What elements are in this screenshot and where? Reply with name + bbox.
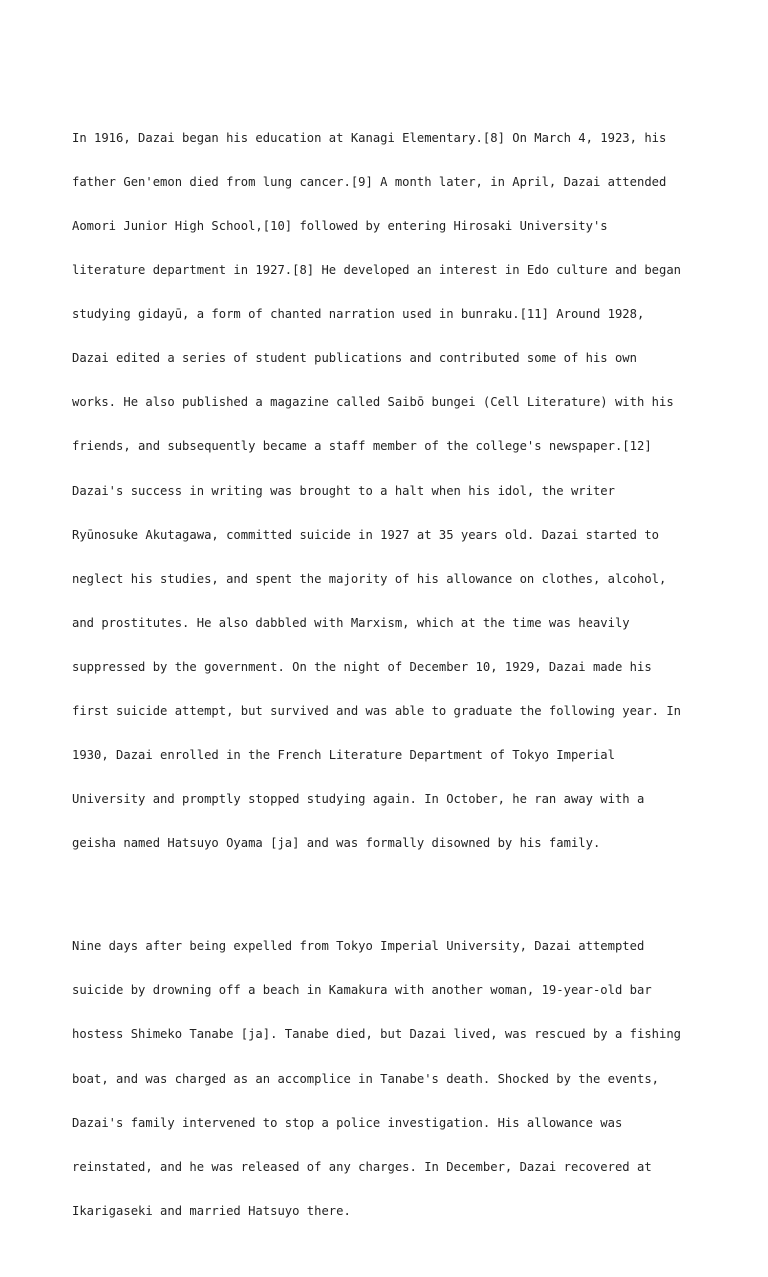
text-line: Dazai's family intervened to stop a police investigation. His allowance was — [72, 1115, 623, 1130]
text-line: studying gidayū, a form of chanted narration used in bunraku.[11] Around 1928, — [72, 307, 645, 322]
text-line: and prostitutes. He also dabbled with Marxism, which at the time was heavily — [72, 615, 630, 630]
text-line: literature department in 1927.[8] He developed an interest in Edo culture and began — [72, 263, 682, 278]
text-line: Dazai edited a series of student publications and contributed some of his own — [72, 351, 637, 366]
text-line: first suicide attempt, but survived and was able to graduate the following year. In — [72, 704, 682, 719]
text-line: works. He also published a magazine called Saibō bungei (Cell Literature) with his — [72, 395, 674, 410]
text-line: 1930, Dazai enrolled in the French Literature Department of Tokyo Imperial — [72, 748, 615, 763]
text-line: friends, and subsequently became a staff member of the college's newspaper.[12] — [72, 439, 652, 454]
text-line: father Gen'emon died from lung cancer.[9] A month later, in April, Dazai attended — [72, 174, 667, 189]
text-line: Ryūnosuke Akutagawa, committed suicide in 1927 at 35 years old. Dazai started to — [72, 527, 659, 542]
text-line: Dazai's success in writing was brought to a halt when his idol, the writer — [72, 483, 615, 498]
text-line: University and promptly stopped studying again. In October, he ran away with a — [72, 792, 645, 807]
text-line: Aomori Junior High School,[10] followed by entering Hirosaki University's — [72, 219, 608, 233]
text-line: geisha named Hatsuyo Oyama [ja] and was formally disowned by his family. — [72, 836, 601, 851]
text-line: Ikarigaseki and married Hatsuyo there. — [72, 1203, 351, 1218]
text-line: hostess Shimeko Tanabe [ja]. Tanabe died, but Dazai lived, was rescued by a fishing — [72, 1027, 682, 1042]
paragraph-2 — [72, 910, 702, 1248]
paragraph-1 — [72, 101, 702, 880]
text-line: Nine days after being expelled from Tokyo Imperial University, Dazai attempted — [72, 939, 645, 954]
document-body — [72, 72, 702, 1277]
text-line: suppressed by the government. On the night of December 10, 1929, Dazai made his — [72, 659, 652, 674]
text-line: boat, and was charged as an accomplice in Tanabe's death. Shocked by the events, — [72, 1071, 659, 1086]
text-line: In 1916, Dazai began his education at Kanagi Elementary.[8] On March 4, 1923, his — [72, 130, 667, 145]
text-line: reinstated, and he was released of any charges. In December, Dazai recovered at — [72, 1159, 652, 1174]
text-line: neglect his studies, and spent the majority of his allowance on clothes, alcohol, — [72, 571, 667, 586]
text-line: suicide by drowning off a beach in Kamakura with another woman, 19-year-old bar — [72, 983, 652, 998]
